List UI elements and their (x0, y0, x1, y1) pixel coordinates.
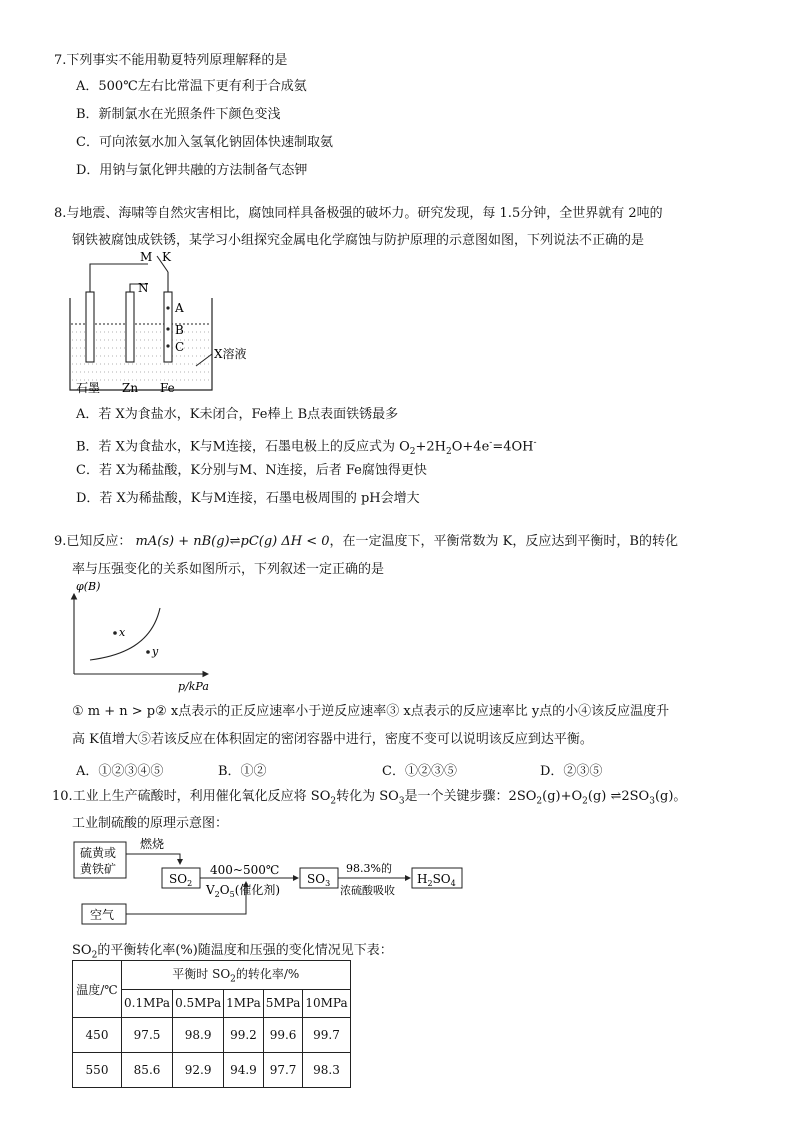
q9-equation: mA(s) + nB(g)⇌pC(g) ΔH < 0 (135, 534, 330, 549)
table-col-header: 0.1MPa (122, 989, 173, 1018)
q8-option-c: C．若 X为稀盐酸，K分别与M、N连接，后者 Fe腐蚀得更快 (76, 463, 427, 478)
label-k: K (162, 250, 171, 264)
q9-statements-line1: ① m + n > p② x点表示的正反应速率小于逆反应速率③ x点表示的反应速率比 y点的小④该反应温度升 (72, 704, 670, 719)
q9-choice-a: A．①②③④⑤ (76, 764, 164, 779)
table-col-header: 10MPa (303, 989, 350, 1018)
table-col-header: 5MPa (263, 989, 303, 1018)
q9-choice-b: B．①② (218, 764, 267, 779)
label-a: A (175, 301, 184, 315)
q9-point-x: x (119, 626, 126, 639)
q9-statements-line2: 高 K值增大⑤若该反应在体积固定的密闭容器中进行，密度不变可以说明该反应到达平衡。 (72, 732, 593, 747)
flow-ore-line2: 黄铁矿 (80, 862, 117, 876)
table-cell: 99.6 (263, 1018, 303, 1053)
table-cell: 99.2 (224, 1018, 264, 1053)
flow-condition: 400~500℃ (210, 863, 280, 877)
so2-conversion-table (72, 960, 351, 1088)
table-cell: 450 (73, 1018, 122, 1053)
table-row (73, 1018, 351, 1053)
flow-absorb-line1: 98.3%的 (346, 862, 392, 875)
table-col-header: 1MPa (224, 989, 264, 1018)
label-x-solution: X溶液 (214, 347, 247, 361)
flow-so2: $SO_2$ (169, 872, 193, 888)
label-graphite: 石墨 (76, 381, 101, 395)
q9-graph (62, 578, 222, 694)
table-cell: 550 (73, 1053, 122, 1088)
table-cell: 97.7 (263, 1053, 303, 1088)
q7-option-c: C．可向浓氨水加入氢氧化钠固体快速制取氨 (76, 135, 333, 150)
label-zn: Zn (122, 381, 139, 395)
q8-stem-line2: 钢铁被腐蚀成铁锈，某学习小组探究金属电化学腐蚀与防护原理的示意图如图，下列说法不正确的是 (72, 233, 645, 248)
q10-stem: 10.工业上生产硫酸时，利用催化氧化反应将 $SO_2$转化为 $SO_3$是一个关键步骤：$2SO_2(g)+O_2(g)$ $\rightleftharpoons 2SO_3(g)$。 (52, 789, 687, 807)
table-cell: 98.9 (173, 1018, 224, 1053)
flow-burn: 燃烧 (140, 837, 165, 851)
q9-choices (76, 760, 696, 778)
q9-stem-line2: 率与压强变化的关系如图所示，下列叙述一定正确的是 (72, 562, 385, 577)
flow-so3: $SO_3$ (307, 872, 331, 888)
q9-ylabel: φ(B) (76, 580, 101, 593)
q8-stem-line1: 8.与地震、海啸等自然灾害相比，腐蚀同样具备极强的破坏力。研究发现，每 1.5分钟，全世界就有 2吨的 (54, 206, 663, 221)
q8-option-d: D．若 X为稀盐酸，K与M连接，石墨电极周围的 pH会增大 (76, 491, 420, 506)
table-row (73, 1053, 351, 1088)
q7-stem: 7.下列事实不能用勒夏特列原理解释的是 (54, 53, 288, 68)
table-cell: 85.6 (122, 1053, 173, 1088)
label-c: C (175, 340, 185, 354)
table-cell: 94.9 (224, 1053, 264, 1088)
flow-air: 空气 (90, 908, 115, 922)
q10-table-title: $SO_2$的平衡转化率(%)随温度和压强的变化情况见下表： (72, 943, 393, 961)
flow-absorb-line2: 浓硫酸吸收 (340, 884, 395, 897)
q10-flow-title: 工业制硫酸的原理示意图： (72, 816, 229, 831)
table-cell: 92.9 (173, 1053, 224, 1088)
q9-point-y: y (152, 645, 159, 658)
table-row-header: 温度/℃ (73, 961, 122, 1018)
q9-choice-d: D．②③⑤ (540, 764, 603, 779)
label-m: M (140, 250, 153, 264)
q7-option-d: D．用钠与氯化钾共融的方法制备气态钾 (76, 163, 308, 178)
flow-catalyst: $V_2O_5$(催化剂) (206, 883, 281, 899)
q8-option-b: B．若 X为食盐水，K与M连接，石墨电极上的反应式为 $O_2+2H_2O+4e^-=4OH^-$ (76, 438, 537, 457)
table-group-header: 平衡时 $SO_2$的转化率/% (122, 961, 351, 990)
table-cell: 97.5 (122, 1018, 173, 1053)
q8-electrochem-diagram (62, 250, 262, 398)
table-cell: 99.7 (303, 1018, 350, 1053)
q9-choice-c: C．①②③⑤ (382, 764, 457, 779)
table-cell: 98.3 (303, 1053, 350, 1088)
q9-stem-line1: 9.已知反应： mA(s) + nB(g)⇌pC(g) ΔH < 0，在一定温度下，平衡常数为 K，反应达到平衡时，B的转化 (54, 534, 678, 549)
label-b: B (175, 323, 184, 337)
q10-flow-diagram (70, 834, 470, 928)
label-fe: Fe (160, 381, 175, 395)
q8-option-a: A．若 X为食盐水，K未闭合，Fe棒上 B点表面铁锈最多 (76, 407, 399, 422)
q9-xlabel: p/kPa (178, 680, 209, 693)
q7-option-b: B．新制氯水在光照条件下颜色变浅 (76, 107, 281, 122)
label-n: N (138, 281, 149, 295)
flow-h2so4: $H_2SO_4$ (417, 872, 456, 888)
q7-option-a: A．500℃左右比常温下更有利于合成氨 (76, 79, 307, 94)
table-col-header: 0.5MPa (173, 989, 224, 1018)
flow-ore-line1: 硫黄或 (80, 846, 117, 860)
